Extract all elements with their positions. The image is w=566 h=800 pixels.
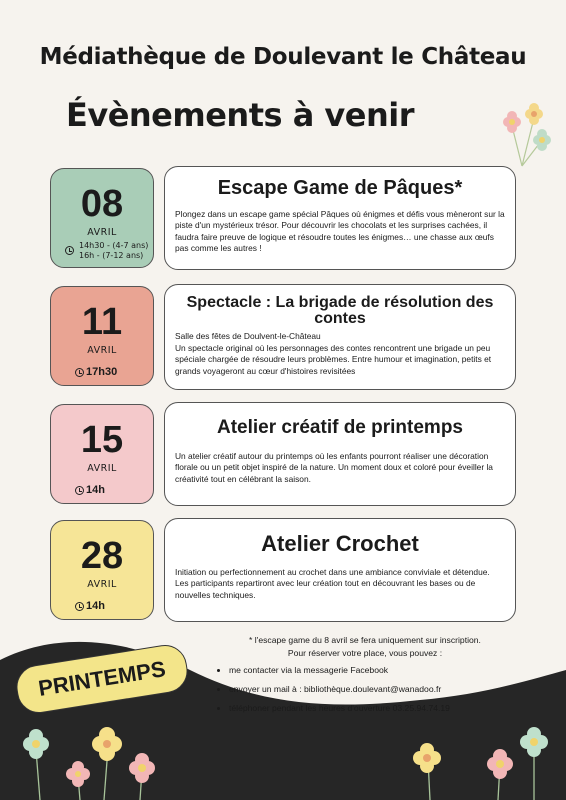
- date-card-3: [50, 404, 154, 504]
- event-title: Atelier Crochet: [261, 531, 419, 556]
- event-description: Plongez dans un escape game spécial Pâques où énigmes et défis vous mèneront sur la piste d'un mystérieux trésor. Pour découvrir les chocolats et les surprises cachées, il faudra faire preuve de logique et résoudre toutes les énigmes… une chasse aux œufs pas comme les autres !: [175, 209, 505, 254]
- clock-icon: [75, 368, 84, 377]
- event-time: 14h: [86, 600, 105, 612]
- event-title: Atelier créatif de printemps: [216, 417, 464, 438]
- event-description: Un spectacle original où les personnages des contes rencontrent une brigade un peu spéciale chargée de résoudre leurs problèmes. Entre humour et imagination, petits et grands voyageront au cœur d'histoires revisitées: [175, 343, 492, 376]
- event-month: AVRIL: [87, 227, 117, 238]
- bottom-flowers-illustration: [0, 720, 566, 800]
- option-email: • envoyer un mail à : bibliothèque.doulevant@wanadoo.fr: [229, 683, 515, 696]
- event-month: AVRIL: [87, 463, 117, 474]
- event-month: AVRIL: [87, 579, 117, 590]
- printemps-badge: PRINTEMPS: [13, 642, 190, 716]
- reservation-notes: [215, 634, 515, 721]
- page-subtitle: Évènements à venir: [65, 96, 415, 134]
- event-description: Un atelier créatif autour du printemps où les enfants pourront réaliser une décoration florale ou un petit objet inspiré de la nature. Un moment doux et coloré pour éveiller la créativité tout en célébrant la saison.: [175, 451, 493, 484]
- event-card-1: [164, 166, 516, 270]
- event-time-2: 16h - (7-12 ans): [79, 251, 144, 260]
- event-card-2: [164, 284, 516, 390]
- flower-bouquet-illustration: [496, 96, 556, 176]
- date-card-2: [50, 286, 154, 386]
- event-day: 11: [81, 301, 123, 343]
- event-card-3: [164, 402, 516, 506]
- option-facebook: • me contacter via la messagerie Facebook: [229, 664, 515, 677]
- event-title: Escape Game de Pâques*: [217, 177, 463, 199]
- clock-icon: [75, 486, 84, 495]
- event-times: [79, 241, 148, 261]
- footnote: * l'escape game du 8 avril se fera uniquement sur inscription.: [249, 635, 481, 645]
- event-location: Salle des fêtes de Doulvent-le-Château: [175, 331, 321, 341]
- reserve-options: [215, 664, 515, 715]
- event-day: 28: [80, 535, 124, 577]
- event-month: AVRIL: [87, 345, 117, 356]
- event-description: Initiation ou perfectionnement au crochet dans une ambiance conviviale et détendue. Les participants repartiront avec leur création tout en découvrant les bases ou de nouvelles techniques.: [175, 567, 490, 600]
- event-day: 15: [80, 419, 124, 461]
- event-title: Spectacle : La brigade de résolution des contes: [186, 294, 494, 327]
- event-time: 17h30: [86, 366, 118, 378]
- reserve-text: Pour réserver votre place, vous pouvez :: [287, 648, 443, 658]
- clock-icon: [65, 246, 74, 255]
- event-time: 14h: [86, 484, 105, 496]
- event-time-1: 14h30 - (4-7 ans): [79, 241, 149, 250]
- date-card-1: [50, 168, 154, 268]
- event-day: 08: [80, 183, 124, 225]
- option-phone: • téléphoner pendant les heures d'ouverture 03.25.94.74.19: [229, 702, 515, 715]
- page-title: Médiathèque de Doulevant le Château: [39, 44, 527, 70]
